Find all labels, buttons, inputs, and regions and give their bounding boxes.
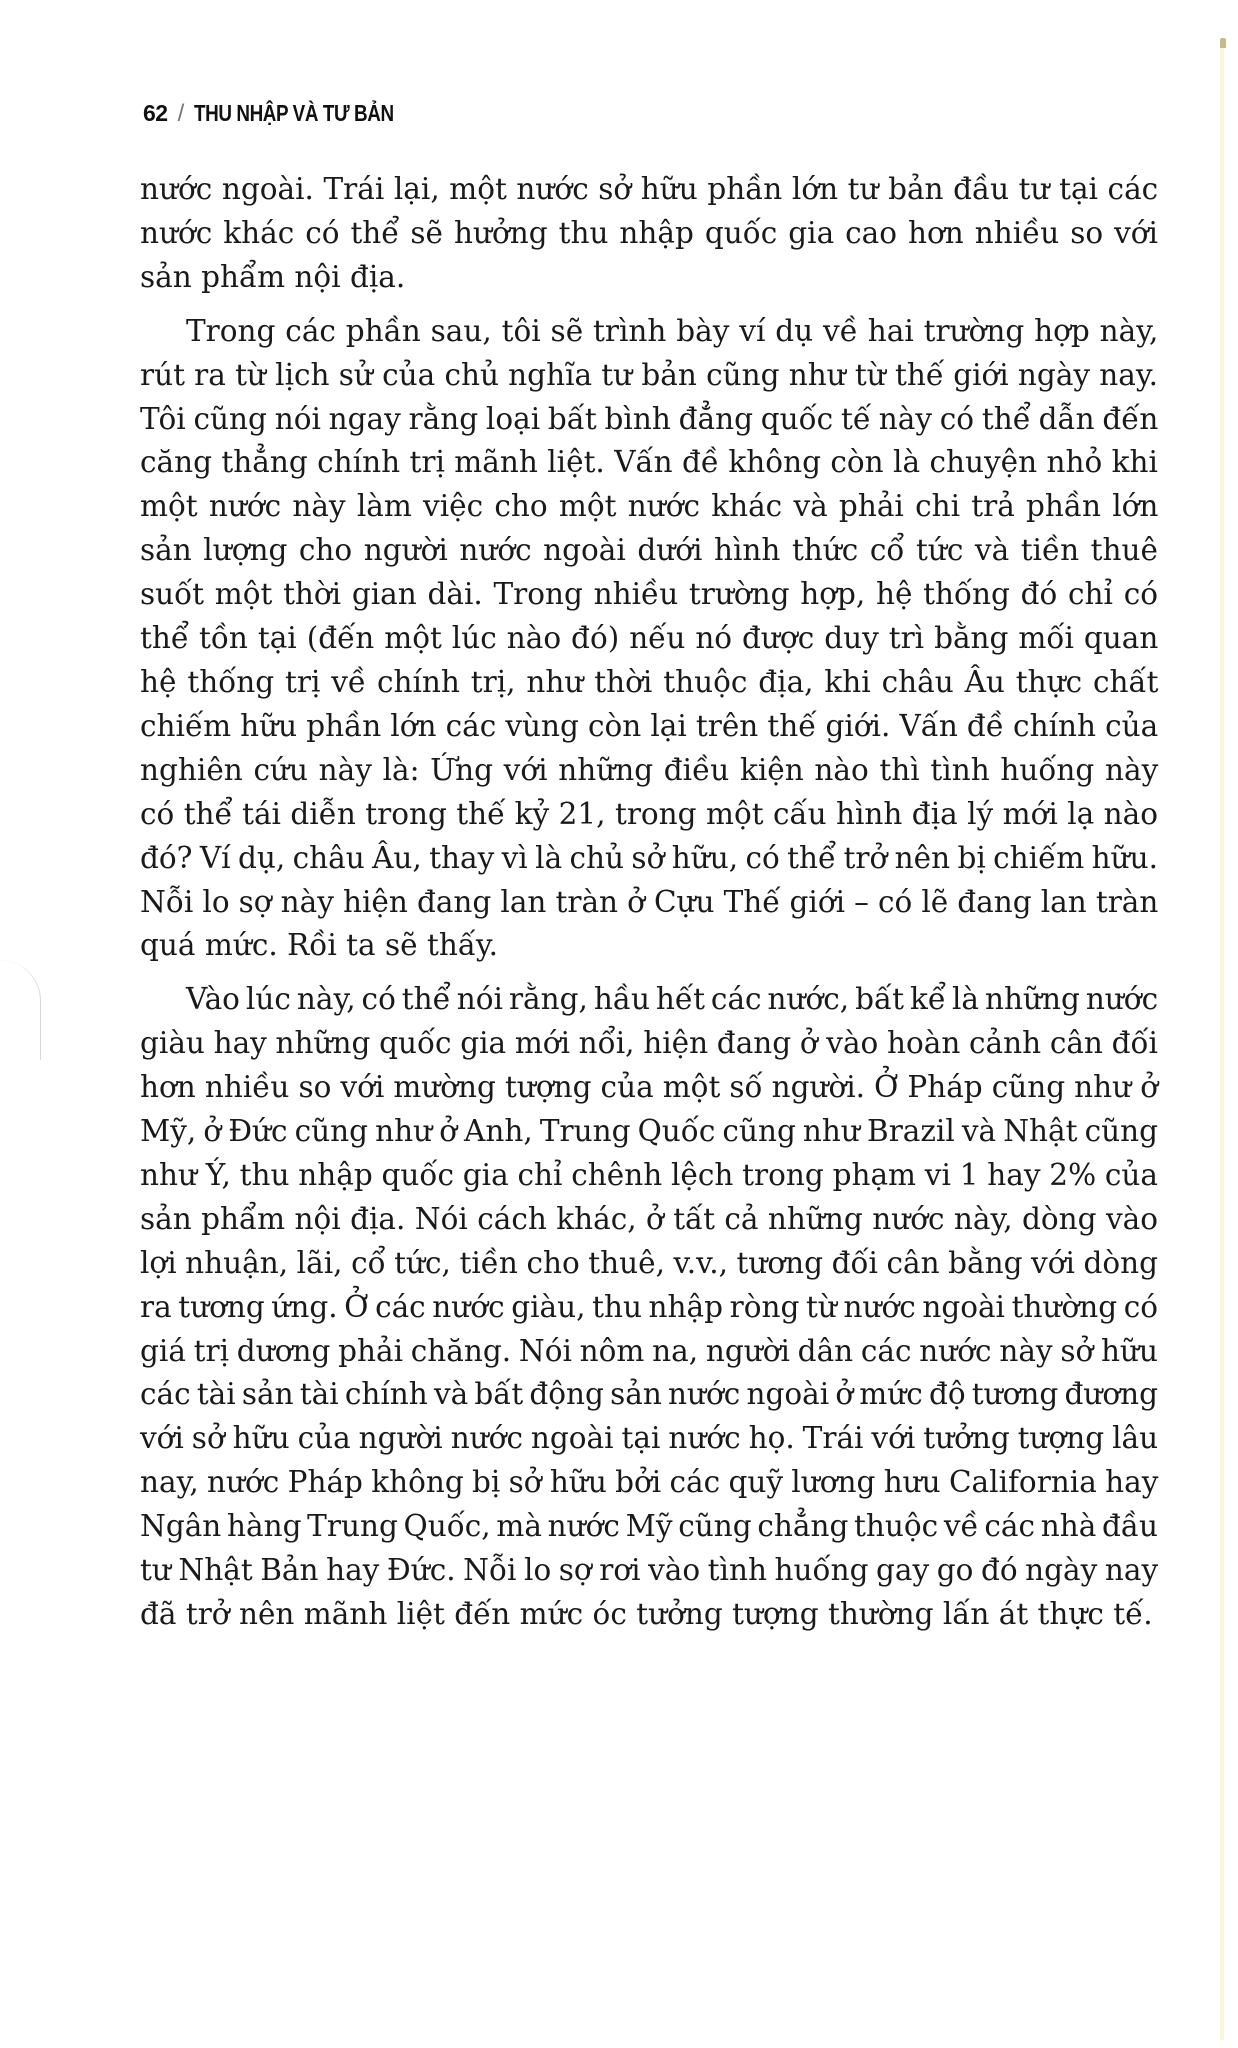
body-text (140, 168, 1158, 1647)
text-line: ra tương ứng. Ở các nước giàu, thu nhập ròng từ nước ngoài thường có (140, 1289, 1158, 1324)
text-line: căng thẳng chính trị mãnh liệt. Vấn đề không còn là chuyện nhỏ khi (140, 445, 1158, 480)
text-line: nay, nước Pháp không bị sở hữu bởi các quỹ lương hưu California hay (140, 1465, 1159, 1500)
text-line: quá mức. Rồi ta sẽ thấy. (140, 928, 499, 963)
page-edge (1220, 40, 1224, 2040)
text-line: có thể tái diễn trong thế kỷ 21, trong một cấu hình địa lý mới lạ nào (140, 796, 1158, 831)
text-line: Ngân hàng Trung Quốc, mà nước Mỹ cũng chẳng thuộc về các nhà đầu (140, 1509, 1158, 1544)
text-line: Mỹ, ở Đức cũng như ở Anh, Trung Quốc cũng như Brazil và Nhật cũng (140, 1114, 1158, 1149)
separator-slash: / (177, 100, 184, 127)
text-line: với sở hữu của người nước ngoài tại nước họ. Trái với tưởng tượng lâu (140, 1421, 1159, 1456)
text-line: hệ thống trị về chính trị, như thời thuộc địa, khi châu Âu thực chất (140, 664, 1159, 699)
running-head (143, 100, 437, 128)
text-line: Nỗi lo sợ này hiện đang lan tràn ở Cựu Thế giới – có lẽ đang lan tràn (140, 884, 1159, 919)
text-line: giàu hay những quốc gia mới nổi, hiện đang ở vào hoàn cảnh cân đối (140, 1026, 1158, 1061)
paragraph (140, 978, 1158, 1637)
text-line: suốt một thời gian dài. Trong nhiều trường hợp, hệ thống đó chỉ có (140, 577, 1158, 612)
book-title: THU NHẬP VÀ TƯ BẢN (193, 100, 394, 126)
text-line: thể tồn tại (đến một lúc nào đó) nếu nó được duy trì bằng mối quan (140, 621, 1159, 656)
text-line: một nước này làm việc cho một nước khác và phải chi trả phần lớn (140, 489, 1159, 524)
text-line: sản phẩm nội địa. (140, 259, 406, 294)
text-line: Tôi cũng nói ngay rằng loại bất bình đẳng quốc tế này có thể dẫn đến (140, 401, 1159, 436)
text-line: sản phẩm nội địa. Nói cách khác, ở tất cả những nước này, dòng vào (140, 1201, 1158, 1236)
text-line: sản lượng cho người nước ngoài dưới hình thức cổ tức và tiền thuê (140, 533, 1158, 568)
text-line: nước ngoài. Trái lại, một nước sở hữu phần lớn tư bản đầu tư tại các (140, 172, 1159, 206)
text-line: tư Nhật Bản hay Đức. Nỗi lo sợ rơi vào tình huống gay go đó ngày nay (140, 1553, 1159, 1588)
text-line: các tài sản tài chính và bất động sản nước ngoài ở mức độ tương đương (140, 1377, 1158, 1412)
text-line: nước khác có thể sẽ hưởng thu nhập quốc gia cao hơn nhiều so với (140, 215, 1158, 250)
text-line: hơn nhiều so với mường tượng của một số người. Ở Pháp cũng như ở (140, 1070, 1158, 1105)
page-number: 62 (143, 100, 168, 126)
text-line: chiếm hữu phần lớn các vùng còn lại trên thế giới. Vấn đề chính của (140, 708, 1159, 743)
text-line: đã trở nên mãnh liệt đến mức óc tưởng tượng thường lấn át thực tế. (140, 1597, 1153, 1631)
text-line: rút ra từ lịch sử của chủ nghĩa tư bản cũng như từ thế giới ngày nay. (140, 357, 1158, 392)
page-edge-mark (1220, 38, 1226, 48)
text-line: Trong các phần sau, tôi sẽ trình bày ví dụ về hai trường hợp này, (186, 313, 1159, 348)
text-line: lợi nhuận, lãi, cổ tức, tiền cho thuê, v.v., tương đối cân bằng với dòng (140, 1245, 1158, 1280)
page-curl-shadow (0, 960, 41, 1060)
paragraph (140, 310, 1158, 969)
text-line: đó? Ví dụ, châu Âu, thay vì là chủ sở hữu, có thể trở nên bị chiếm hữu. (140, 840, 1158, 875)
text-line: giá trị dương phải chăng. Nói nôm na, người dân các nước này sở hữu (140, 1333, 1158, 1368)
text-line: nghiên cứu này là: Ứng với những điều kiện nào thì tình huống này (140, 752, 1159, 787)
text-line: Vào lúc này, có thể nói rằng, hầu hết các nước, bất kể là những nước (186, 982, 1159, 1017)
paragraph (140, 168, 1158, 300)
text-line: như Ý, thu nhập quốc gia chỉ chênh lệch trong phạm vi 1 hay 2% của (140, 1157, 1158, 1192)
